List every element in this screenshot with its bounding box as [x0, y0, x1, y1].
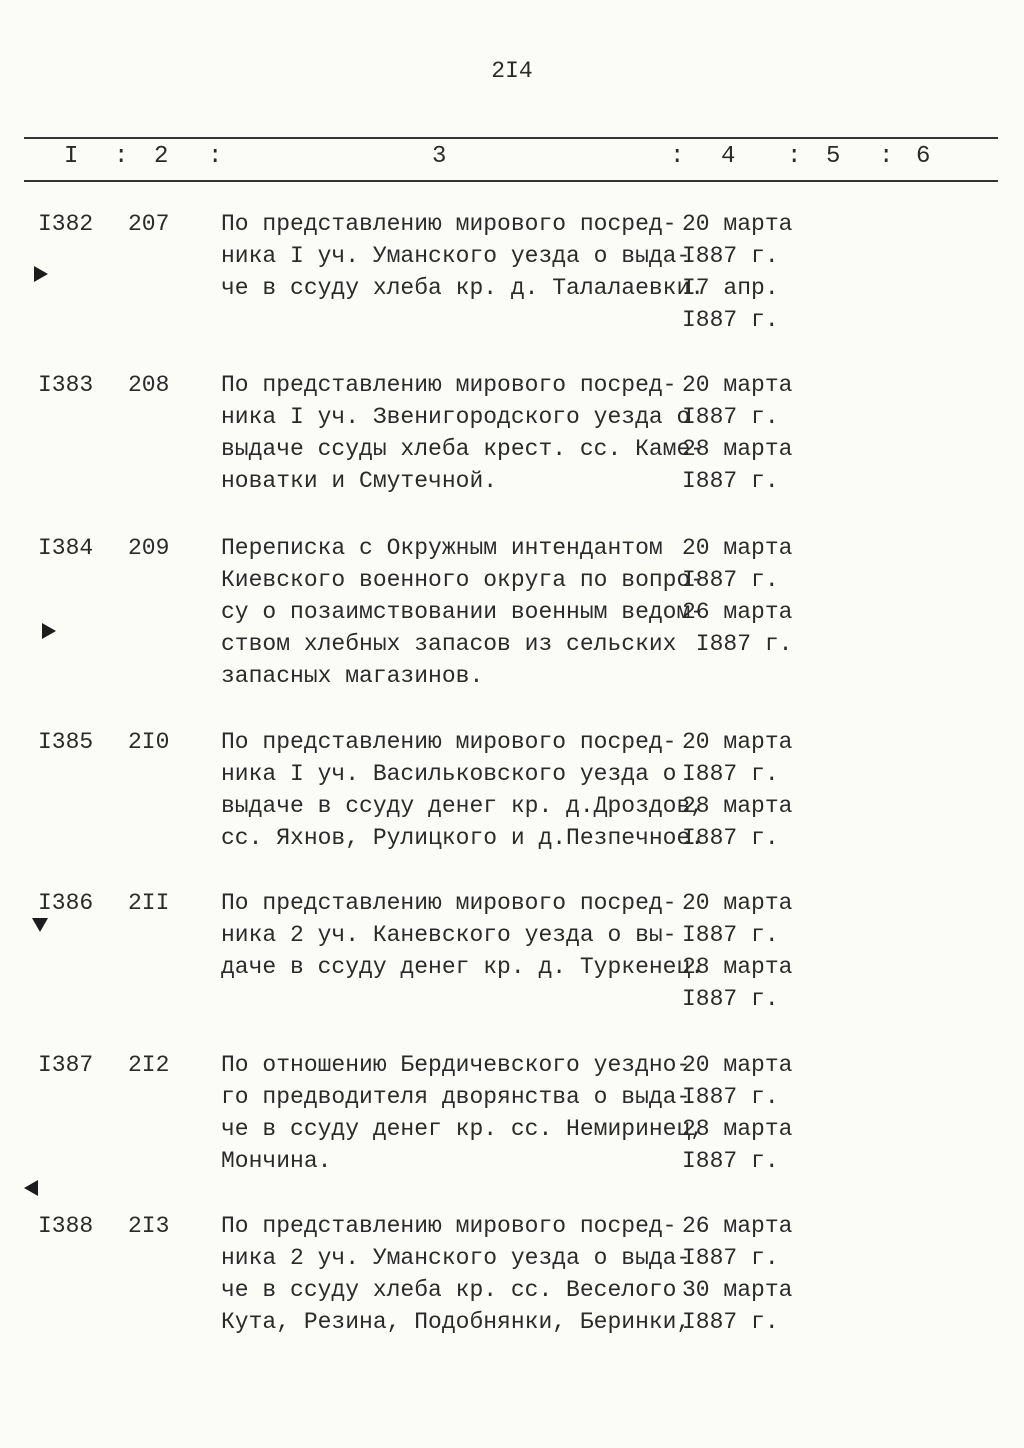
date-line: [682, 660, 792, 692]
record-number: I387: [38, 1052, 94, 1078]
description-line: ника 2 уч. Уманского уезда о выда-: [221, 1245, 691, 1271]
record-description: [221, 1049, 704, 1177]
column-separator: :: [208, 143, 223, 170]
date-line: I887 г.: [682, 825, 779, 851]
description-line: че в ссуду денег кр. сс. Немиринец,: [221, 1116, 705, 1142]
header-rule-top: [24, 137, 998, 139]
date-line: I887 г.: [682, 1148, 779, 1174]
record-dates: [682, 532, 792, 692]
date-line: I887 г.: [682, 761, 779, 787]
column-header-row: [0, 143, 1024, 175]
record-description: [221, 208, 704, 336]
record-number: I384: [38, 535, 94, 561]
date-line: I887 г.: [682, 986, 779, 1012]
date-line: I887 г.: [682, 567, 779, 593]
description-line: выдаче ссуды хлеба крест. сс. Каме-: [221, 436, 705, 462]
date-line: 20 марта: [682, 1052, 793, 1078]
description-line: даче в ссуду денег кр. д. Туркенец.: [221, 954, 705, 980]
record-number: I382: [38, 211, 94, 237]
description-line: ника I уч. Звенигородского уезда о: [221, 404, 691, 430]
record-dates: [682, 1210, 792, 1338]
description-line: Мончина.: [221, 1148, 332, 1174]
record-dates: [682, 369, 792, 497]
description-line: го предводителя дворянства о выда-: [221, 1084, 691, 1110]
date-line: 20 марта: [682, 535, 793, 561]
description-line: По отношению Бердичевского уездно-: [221, 1052, 691, 1078]
description-line: Кута, Резина, Подобнянки, Беринки,: [221, 1309, 691, 1335]
description-line: запасных магазинов.: [221, 663, 484, 689]
date-line: 28 марта: [682, 1116, 793, 1142]
date-line: I7 апр.: [682, 275, 779, 301]
record-description: [221, 887, 704, 1015]
record-dates: [682, 208, 792, 336]
description-line: Киевского военного округа по вопро-: [221, 567, 705, 593]
description-line: ника 2 уч. Каневского уезда о вы-: [221, 922, 677, 948]
description-line: новатки и Смутечной.: [221, 468, 498, 494]
date-line: 26 марта: [682, 599, 793, 625]
column-header-2: 2: [154, 143, 169, 170]
date-line: I887 г.: [682, 243, 779, 269]
record-number: I383: [38, 372, 94, 398]
date-line: 20 марта: [682, 729, 793, 755]
date-line: I887 г.: [682, 404, 779, 430]
description-line: По представлению мирового посред-: [221, 211, 677, 237]
date-line: I887 г.: [682, 1309, 779, 1335]
description-line: По представлению мирового посред-: [221, 372, 677, 398]
date-line: 28 марта: [682, 436, 793, 462]
date-line: 30 марта: [682, 1277, 793, 1303]
header-rule-bottom: [24, 180, 998, 182]
description-line: ника I уч. Уманского уезда о выда-: [221, 243, 691, 269]
column-header-4: 4: [721, 143, 736, 170]
record-description: [221, 369, 704, 497]
description-line: ством хлебных запасов из сельских: [221, 631, 677, 657]
date-line: 28 марта: [682, 793, 793, 819]
page-number: 2I4: [491, 58, 533, 84]
date-line: 26 марта: [682, 1213, 793, 1239]
date-line: 20 марта: [682, 890, 793, 916]
margin-mark-icon: [34, 266, 48, 282]
date-line: I887 г.: [682, 922, 779, 948]
date-line: 20 марта: [682, 211, 793, 237]
document-number: 2I3: [128, 1213, 170, 1239]
description-line: По представлению мирового посред-: [221, 729, 677, 755]
document-number: 207: [128, 211, 170, 237]
column-separator: :: [670, 143, 685, 170]
column-separator: :: [879, 143, 894, 170]
column-header-6: 6: [916, 143, 931, 170]
record-dates: [682, 726, 792, 854]
description-line: сс. Яхнов, Рулицкого и д.Пезпечное.: [221, 825, 705, 851]
date-line: 20 марта: [682, 372, 793, 398]
margin-mark-icon: [42, 623, 56, 639]
date-line: 28 марта: [682, 954, 793, 980]
record-description: [221, 726, 704, 854]
document-number: 2I0: [128, 729, 170, 755]
document-number: 2I2: [128, 1052, 170, 1078]
margin-mark-icon: [32, 918, 48, 932]
column-header-5: 5: [826, 143, 841, 170]
description-line: По представлению мирового посред-: [221, 1213, 677, 1239]
record-dates: [682, 887, 792, 1015]
description-line: [221, 304, 704, 336]
margin-mark-icon: [24, 1180, 38, 1196]
date-line: I887 г.: [682, 1084, 779, 1110]
column-header-3: 3: [432, 143, 447, 170]
date-line: I887 г.: [682, 631, 793, 657]
description-line: су о позаимствовании военным ведом-: [221, 599, 705, 625]
date-line: I887 г.: [682, 1245, 779, 1271]
column-separator: :: [787, 143, 802, 170]
record-dates: [682, 1049, 792, 1177]
description-line: ника I уч. Васильковского уезда о: [221, 761, 677, 787]
record-number: I388: [38, 1213, 94, 1239]
date-line: I887 г.: [682, 468, 779, 494]
description-line: че в ссуду хлеба кр. сс. Веселого: [221, 1277, 677, 1303]
document-number: 2II: [128, 890, 170, 916]
description-line: Переписка с Окружным интендантом: [221, 535, 663, 561]
document-number: 208: [128, 372, 170, 398]
record-description: [221, 1210, 690, 1338]
description-line: По представлению мирового посред-: [221, 890, 677, 916]
description-line: выдаче в ссуду денег кр. д.Дроздов,: [221, 793, 705, 819]
description-line: [221, 983, 704, 1015]
record-number: I385: [38, 729, 94, 755]
document-number: 209: [128, 535, 170, 561]
description-line: че в ссуду хлеба кр. д. Талалаевки.: [221, 275, 705, 301]
date-line: I887 г.: [682, 307, 779, 333]
column-header-1: I: [64, 143, 79, 170]
column-separator: :: [114, 143, 129, 170]
record-description: [221, 532, 704, 692]
record-number: I386: [38, 890, 94, 916]
